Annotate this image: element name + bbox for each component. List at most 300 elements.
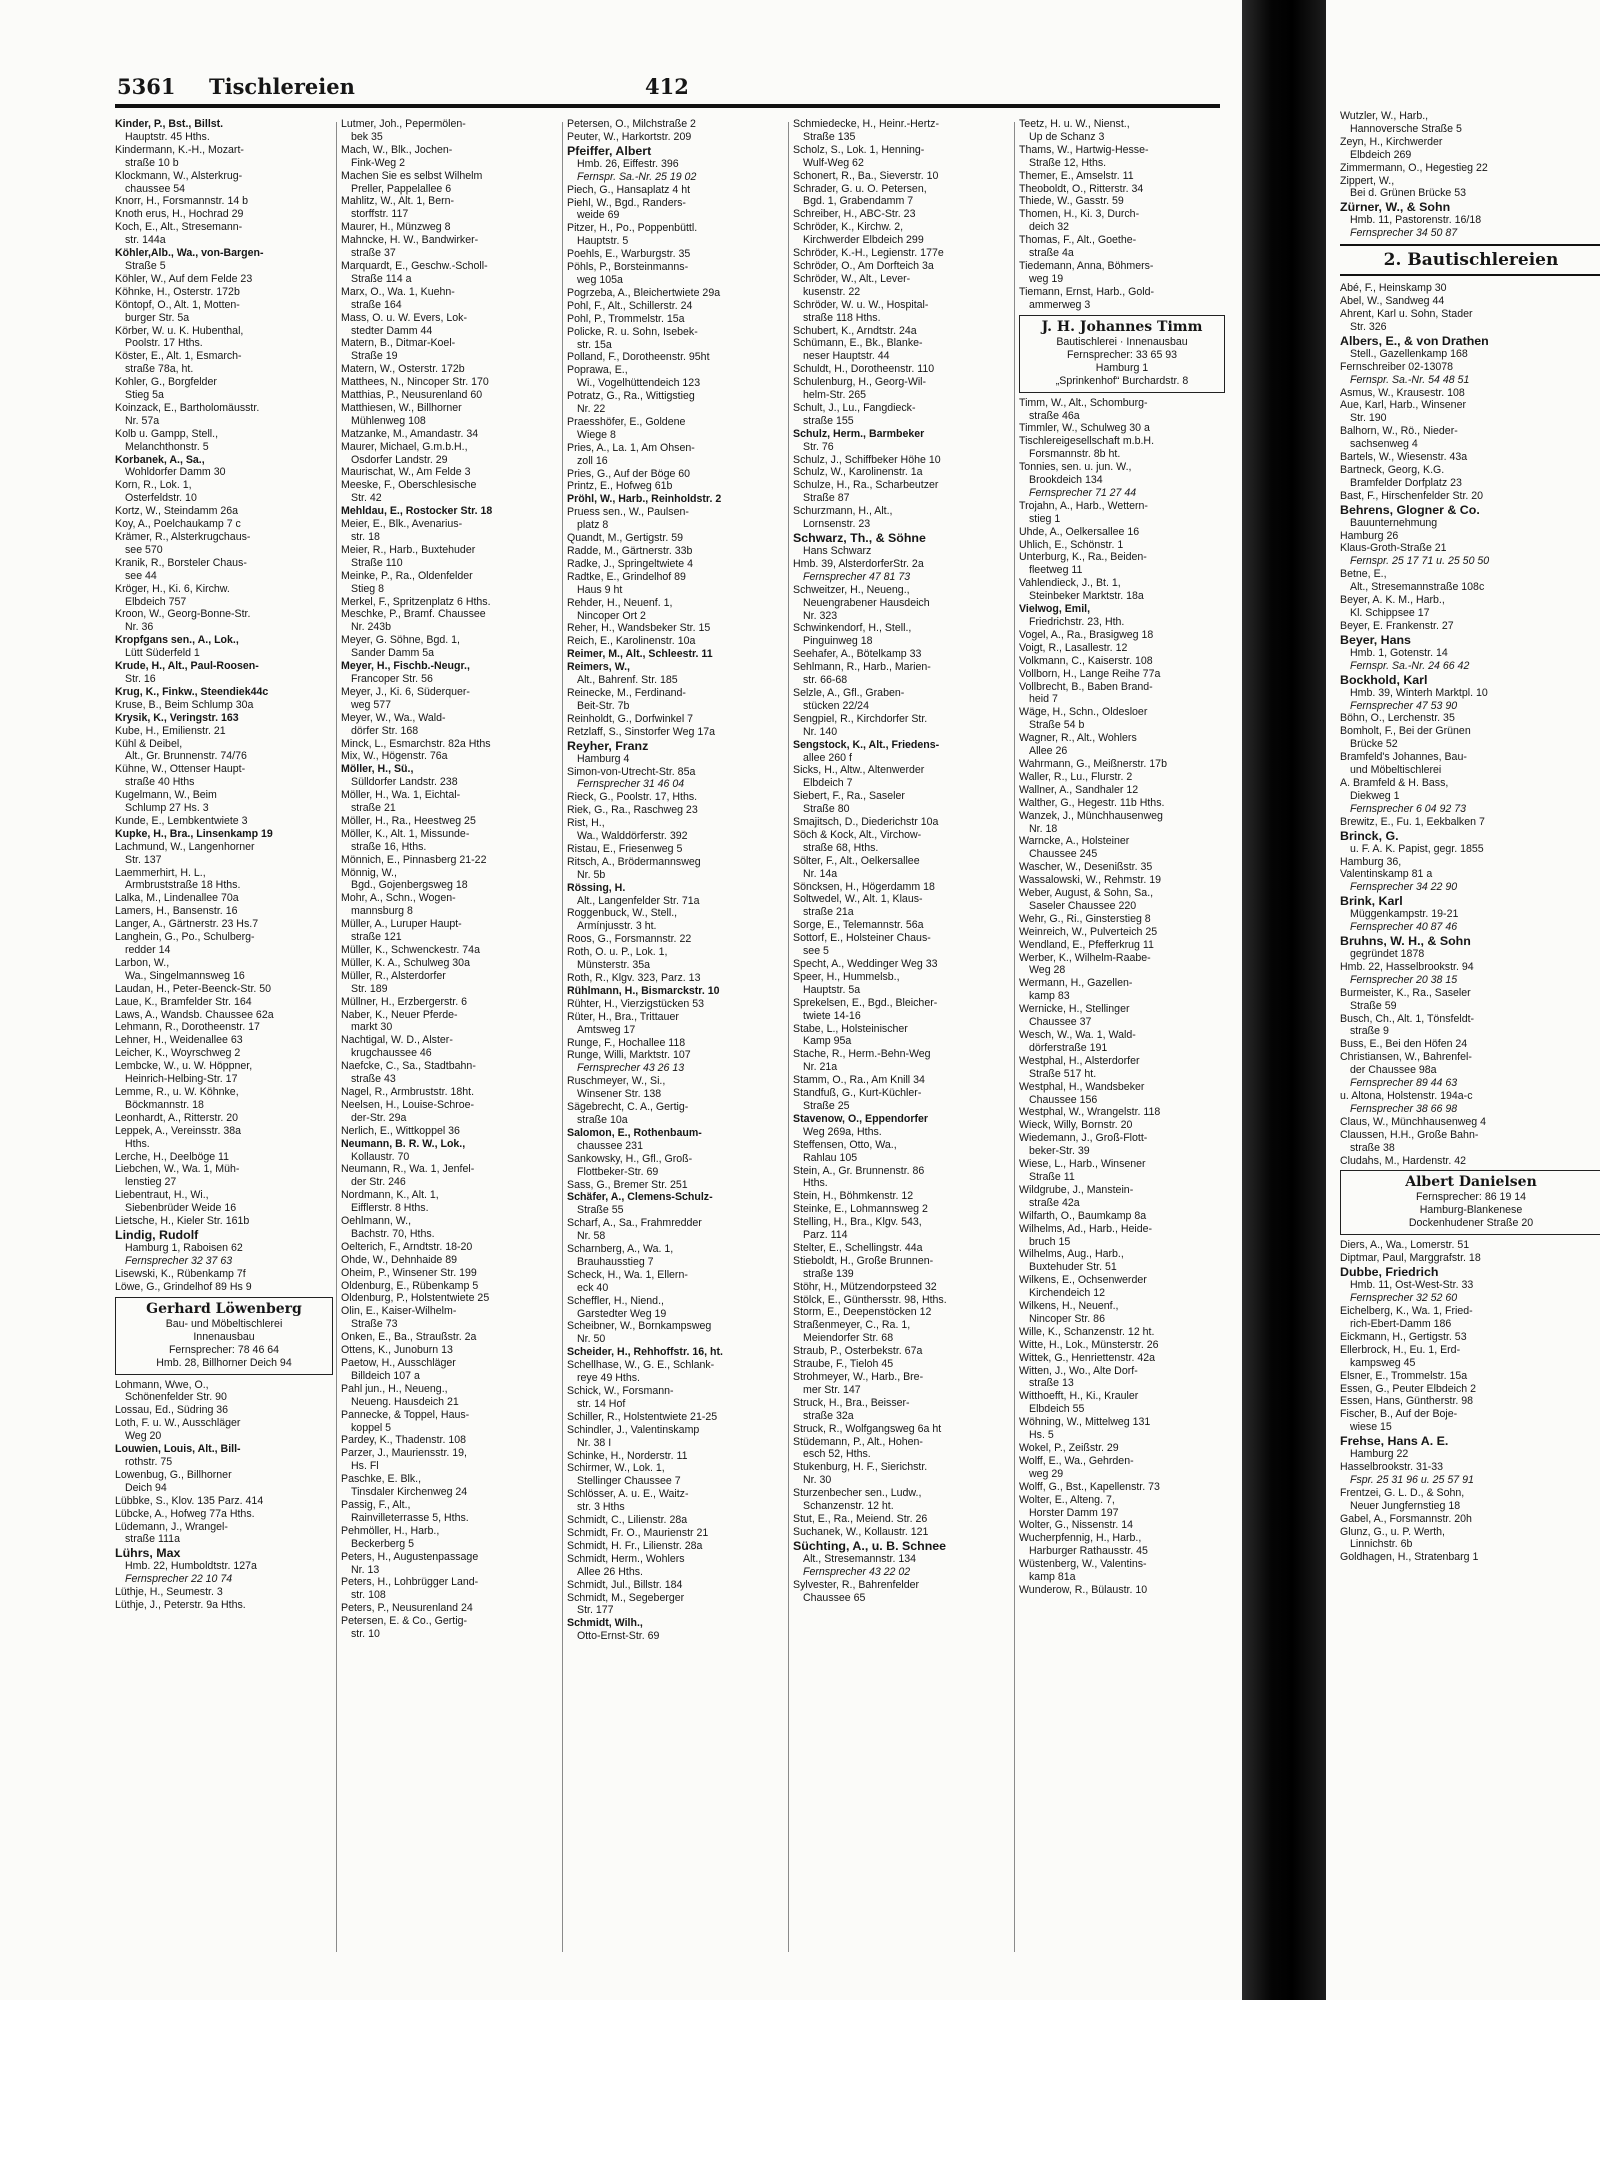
- entry-name: Reich, E., Karolinenstr. 10a: [567, 635, 696, 648]
- entry-name: Meyer, J., Ki. 6, Süderquer-: [341, 685, 470, 698]
- directory-entry: [567, 1527, 785, 1540]
- entry-name: Wutzler, W., Harb.,: [1340, 110, 1429, 122]
- entry-name: Pröhl, W., Harb., Reinholdstr. 2: [567, 493, 722, 506]
- entry-name: Mehldau, E., Rostocker Str. 18: [341, 505, 493, 518]
- entry-name: Liebchen, W., Wa. 1, Müh-: [115, 1163, 240, 1176]
- directory-entry: [341, 1099, 559, 1125]
- directory-entry: [793, 648, 1011, 661]
- entry-address: str. 10: [351, 1628, 380, 1641]
- directory-entry: [115, 686, 333, 699]
- entry-name: Buss, E., Bei den Höfen 24: [1340, 1038, 1468, 1051]
- directory-entry: [341, 1215, 559, 1241]
- directory-entry: [1340, 816, 1600, 829]
- directory-entry: [115, 479, 333, 505]
- entry-address: straße 16, Hths.: [351, 840, 427, 853]
- entry-address: Münsterstr. 35a: [577, 959, 651, 972]
- entry-name: Langhein, G., Po., Schulberg-: [115, 931, 255, 944]
- entry-address: dörferstraße 191: [1029, 1041, 1108, 1054]
- entry-name: Elsner, E., Trommelstr. 15a: [1340, 1369, 1468, 1382]
- entry-name: Stölck, E., Günthersstr. 98, Hths.: [793, 1293, 947, 1306]
- entry-name: Rühter, H., Vierzigstücken 53: [567, 997, 705, 1010]
- entry-name: Wöhning, W., Mittelweg 131: [1019, 1416, 1151, 1429]
- entry-name: Schmiedecke, H., Heinr.-Hertz-: [793, 118, 939, 130]
- column-3: [567, 118, 785, 1958]
- entry-name: Claus, W., Münchhausenweg 4: [1340, 1115, 1487, 1128]
- entry-name: Pogrzeba, A., Bleichertwiete 29a: [567, 286, 721, 299]
- phone-line: [1340, 921, 1600, 934]
- directory-entry: [793, 454, 1011, 467]
- entry-name: Stüdemann, P., Alt., Hohen-: [793, 1435, 923, 1448]
- directory-entry: [567, 856, 785, 882]
- directory-entry: [793, 479, 1011, 505]
- entry-name: Kolb u. Gampp, Stell.,: [115, 427, 219, 440]
- directory-entry: [1340, 829, 1600, 856]
- entry-name: Kugelmann, W., Beim: [115, 789, 217, 802]
- entry-address: reye 49 Hths.: [577, 1372, 641, 1385]
- entry-address: Nr. 140: [803, 725, 838, 738]
- directory-entry: [793, 893, 1011, 919]
- entry-address: storffstr. 117: [351, 208, 409, 221]
- directory-entry: [115, 905, 333, 918]
- directory-entry: [115, 1443, 333, 1469]
- directory-entry: [1340, 1129, 1600, 1155]
- directory-entry: [115, 1281, 333, 1294]
- entry-address: krugchaussee 46: [351, 1047, 432, 1060]
- entry-name: Matthias, P., Neusurenland 60: [341, 389, 483, 402]
- entry-name: Wallner, A., Sandhaler 12: [1019, 783, 1139, 796]
- entry-name: Passig, F., Alt.,: [341, 1498, 411, 1511]
- entry-name: Speer, H., Hummelsb.,: [793, 970, 900, 983]
- entry-address: straße 21a: [803, 906, 854, 919]
- entry-address: Buxtehuder Str. 51: [1029, 1261, 1117, 1274]
- directory-entry: [567, 1049, 785, 1062]
- entry-address: Hamburg 22: [1350, 1448, 1409, 1461]
- directory-entry: [115, 867, 333, 893]
- directory-entry: [567, 442, 785, 468]
- entry-address: straße 118 Hths.: [803, 311, 881, 324]
- directory-entry: [115, 247, 333, 273]
- entry-address: Stieg 5a: [125, 389, 164, 402]
- directory-entry: [1019, 1210, 1225, 1223]
- directory-entry: [793, 208, 1011, 221]
- entry-name: Runge, F., Hochallee 118: [567, 1036, 686, 1049]
- entry-name: Körber, W. u. K. Hubenthal,: [115, 324, 244, 337]
- entry-address: markt 30: [351, 1021, 393, 1034]
- entry-name: Glunz, G., u. P. Werth,: [1340, 1525, 1446, 1538]
- entry-address: Alt., Stresemannstraße 108c: [1350, 581, 1485, 594]
- entry-address: Steinbeker Marktstr. 18a: [1029, 590, 1144, 603]
- entry-address: Wa., Singelmannsweg 16: [125, 969, 245, 982]
- directory-entry: [793, 170, 1011, 183]
- entry-name: Straub, P., Osterbekstr. 67a: [793, 1345, 923, 1358]
- directory-entry: [567, 558, 785, 571]
- directory-entry: [567, 1462, 785, 1488]
- entry-address: Haus 9 ht: [577, 583, 623, 596]
- column-divider: [1014, 122, 1015, 1952]
- entry-address: der-Str. 29a: [351, 1111, 407, 1124]
- directory-entry: [567, 791, 785, 804]
- entry-name: Lindig, Rudolf: [115, 1227, 199, 1242]
- entry-address: stieg 1: [1029, 512, 1061, 525]
- entry-address: Weg 20: [125, 1430, 162, 1443]
- entry-name: u. Altona, Holstenstr. 194a-c: [1340, 1090, 1473, 1102]
- phone-line: [1340, 1292, 1600, 1305]
- entry-name: Beyer, Hans: [1340, 632, 1411, 647]
- entry-name: Tischlereigesellschaft m.b.H.: [1019, 435, 1155, 448]
- entry-name: Schulz, W., Karolinenstr. 1a: [793, 466, 923, 479]
- directory-entry: [793, 1513, 1011, 1526]
- entry-name: Roos, G., Forsmannstr. 22: [567, 933, 692, 946]
- entry-name: Langer, A., Gärtnerstr. 23 Hs.7: [115, 918, 259, 931]
- entry-name: Oehlmann, W.,: [341, 1215, 412, 1228]
- entry-name: Rieck, G., Poolstr. 17, Hths.: [567, 791, 698, 804]
- entry-name: Lührs, Max: [115, 1546, 181, 1561]
- entry-address: Hmb. 39, Winterh Marktpl. 10: [1350, 686, 1488, 699]
- entry-address: rothstr. 75: [125, 1456, 173, 1468]
- entry-name: Brinck, G.: [1340, 828, 1399, 843]
- directory-entry: [1019, 260, 1225, 286]
- directory-entry: [341, 1331, 559, 1344]
- entry-name: Bomholt, F., Bei der Grünen: [1340, 725, 1471, 738]
- entry-name: Poehls, E., Warburgstr. 35: [567, 248, 691, 261]
- entry-address: koppel 5: [351, 1421, 392, 1434]
- entry-name: Loth, F. u. W., Ausschläger: [115, 1417, 241, 1430]
- directory-entry: [341, 1447, 559, 1473]
- entry-name: Kranik, R., Borsteler Chaus-: [115, 556, 247, 569]
- entry-name: Möller, H., Wa. 1, Eichtal-: [341, 789, 461, 802]
- entry-address: ammerweg 3: [1029, 298, 1091, 311]
- entry-address: Wohldorfer Damm 30: [125, 466, 226, 479]
- directory-entry: [1019, 1119, 1225, 1132]
- directory-entry: [567, 118, 785, 131]
- entry-name: Uhde, A., Oelkersallee 16: [1019, 525, 1140, 538]
- directory-entry: [793, 1358, 1011, 1371]
- entry-name: Praesshöfer, E., Goldene: [567, 415, 686, 428]
- entry-address: straße 155: [803, 414, 854, 427]
- entry-name: Wieck, Willy, Bornstr. 20: [1019, 1119, 1133, 1132]
- entry-name: Reinecke, M., Ferdinand-: [567, 686, 686, 699]
- entry-address: Nr. 38 I: [577, 1436, 612, 1449]
- phone-number: Fernsprecher 31 46 04: [577, 778, 685, 791]
- directory-entry: [1019, 810, 1225, 836]
- entry-name: Behrens, Glogner & Co.: [1340, 502, 1480, 517]
- entry-name: Olin, E., Kaiser-Wilhelm-: [341, 1305, 457, 1318]
- directory-entry: [793, 558, 1011, 571]
- directory-entry: [341, 1254, 559, 1267]
- directory-entry: [1019, 183, 1225, 196]
- directory-entry: [341, 1189, 559, 1215]
- directory-entry: [567, 468, 785, 481]
- entry-name: Steffensen, Otto, Wa.,: [793, 1138, 897, 1151]
- directory-entry: [115, 918, 333, 931]
- column-2: [341, 118, 559, 1958]
- entry-name: Lamers, H., Bansenstr. 16: [115, 905, 238, 918]
- directory-entry: [567, 985, 785, 998]
- entry-address: Straße 110: [351, 556, 403, 569]
- phone-number: Fernspr. Sa.-Nr. 24 66 42: [1350, 659, 1470, 672]
- directory-entry: [1019, 422, 1225, 435]
- directory-entry: [115, 376, 333, 402]
- entry-name: Lachmund, W., Langenhorner: [115, 840, 255, 853]
- entry-address: und Möbeltischlerei: [1350, 764, 1442, 777]
- entry-name: Müller, R., Alsterdorfer: [341, 969, 446, 982]
- directory-entry: [1340, 1265, 1600, 1292]
- entry-address: see 570: [125, 543, 163, 556]
- entry-address: str. 14 Hof: [577, 1397, 626, 1410]
- directory-entry: [341, 1241, 559, 1254]
- entry-address: Schlump 27 Hs. 3: [125, 802, 209, 815]
- entry-name: Theoboldt, O., Ritterstr. 34: [1019, 182, 1144, 195]
- directory-entry: [567, 726, 785, 739]
- entry-name: Lowenbug, G., Billhorner: [115, 1468, 232, 1481]
- entry-name: Wilkens, E., Ochsenwerder: [1019, 1274, 1147, 1287]
- directory-entry: [115, 931, 333, 957]
- directory-entry: [793, 260, 1011, 273]
- directory-entry: [1019, 195, 1225, 208]
- entry-name: Schult, J., Lu., Fangdieck-: [793, 401, 916, 414]
- directory-entry: [1340, 530, 1600, 543]
- entry-name: Hasselbrookstr. 31-33: [1340, 1461, 1444, 1474]
- directory-entry: [1340, 503, 1600, 530]
- directory-entry: [793, 1255, 1011, 1281]
- header-rule: [115, 104, 1220, 108]
- entry-name: Radtke, E., Grindelhof 89: [567, 570, 686, 583]
- entry-address: Siebenbrüder Weide 16: [125, 1202, 237, 1215]
- directory-entry: [341, 957, 559, 970]
- directory-entry: [793, 790, 1011, 816]
- entry-address: Straße 19: [351, 350, 398, 363]
- entry-name: Kortz, W., Steindamm 26a: [115, 505, 239, 518]
- entry-name: Betne, E.,: [1340, 568, 1387, 581]
- entry-address: Bgd. 1, Grabendamm 7: [803, 195, 914, 208]
- directory-entry: [793, 1139, 1011, 1165]
- directory-entry: [341, 686, 559, 712]
- entry-name: Sorge, E., Telemannstr. 56a: [793, 919, 924, 932]
- entry-address: chaussee 231: [577, 1139, 643, 1152]
- directory-entry: [1340, 1344, 1600, 1370]
- directory-entry: [1019, 1184, 1225, 1210]
- right-page-column: [1340, 110, 1600, 1564]
- directory-entry: [793, 1461, 1011, 1487]
- entry-name: Söncksen, H., Högerdamm 18: [793, 880, 935, 893]
- directory-entry: [567, 1411, 785, 1424]
- entry-name: Vahlendieck, J., Bt. 1,: [1019, 577, 1121, 590]
- directory-entry: [115, 996, 333, 1009]
- column-divider: [788, 122, 789, 1952]
- entry-address: Straße 517 ht.: [1029, 1067, 1097, 1080]
- directory-entry: [341, 1434, 559, 1447]
- directory-entry: [567, 390, 785, 416]
- directory-entry: [793, 881, 1011, 894]
- entry-name: Rühlmann, H., Bismarckstr. 10: [567, 984, 720, 997]
- entry-address: beker-Str. 39: [1029, 1145, 1090, 1158]
- entry-address: Flottbeker-Str. 69: [577, 1165, 659, 1178]
- entry-name: Krug, K., Finkw., Steendiek44c: [115, 685, 269, 698]
- directory-entry: [793, 299, 1011, 325]
- advertisement-box: [115, 1297, 333, 1375]
- directory-entry: [567, 1037, 785, 1050]
- directory-entry: [567, 287, 785, 300]
- directory-entry: [341, 712, 559, 738]
- entry-name: Tiemann, Ernst, Harb., Gold-: [1019, 285, 1155, 298]
- phone-line: [1340, 1077, 1600, 1090]
- directory-entry: [1019, 1584, 1225, 1597]
- entry-address: Kirchendeich 12: [1029, 1287, 1105, 1300]
- entry-name: Runge, Willi, Marktstr. 107: [567, 1049, 691, 1062]
- entry-address: weg 105a: [577, 273, 623, 286]
- entry-address: zoll 16: [577, 454, 608, 467]
- directory-entry: [115, 1521, 333, 1547]
- entry-address: lenstieg 27: [125, 1176, 177, 1189]
- entry-name: Marquardt, E., Geschw.-Scholl-: [341, 259, 488, 272]
- entry-name: Wehr, G., Ri., Ginsterstieg 8: [1019, 912, 1151, 925]
- entry-name: Busch, Ch., Alt. 1, Tönsfeldt-: [1340, 1012, 1475, 1025]
- entry-name: Larbon, W.,: [115, 956, 170, 969]
- entry-name: Timmler, W., Schulweg 30 a: [1019, 422, 1150, 435]
- entry-name: Krysik, K., Veringstr. 163: [115, 711, 239, 724]
- directory-entry: [341, 363, 559, 376]
- entry-address: straße 164: [351, 298, 402, 311]
- directory-entry: [567, 1179, 785, 1192]
- entry-name: Peters, H., Augustenpassage: [341, 1550, 479, 1563]
- directory-entry: [567, 506, 785, 532]
- entry-address: Mühlenweg 108: [351, 414, 426, 427]
- directory-entry: [567, 1011, 785, 1037]
- entry-name: Ottens, K., Junoburn 13: [341, 1344, 453, 1357]
- directory-entry: [341, 763, 559, 789]
- entry-name: Hmb. 22, Hasselbrookstr. 94: [1340, 960, 1474, 973]
- directory-entry: [567, 1295, 785, 1321]
- entry-address: Neuengrabener Hausdeich: [803, 596, 930, 609]
- entry-name: Kunde, E., Lembkentwiete 3: [115, 814, 248, 827]
- entry-address: Bramfelder Dorfplatz 23: [1350, 476, 1462, 489]
- directory-entry: [115, 221, 333, 247]
- entry-name: Mönnich, E., Pinnasberg 21-22: [341, 853, 487, 866]
- directory-entry: [567, 998, 785, 1011]
- directory-entry: [1340, 295, 1600, 308]
- directory-entry: [567, 364, 785, 390]
- directory-entry: [1019, 286, 1225, 312]
- directory-entry: [1019, 461, 1225, 487]
- entry-address: straße 32a: [803, 1409, 854, 1422]
- entry-name: Lembcke, W., u. W. Höppner,: [115, 1060, 253, 1073]
- entry-name: Böhn, O., Lerchenstr. 35: [1340, 712, 1455, 725]
- entry-address: Hmb. 22, Humboldtstr. 127a: [125, 1560, 257, 1573]
- advertisement-line: Dockenhudener Straße 20: [1408, 1217, 1534, 1230]
- entry-address: Garstedter Weg 19: [577, 1307, 667, 1320]
- directory-entry: [1019, 435, 1225, 461]
- directory-entry: [793, 958, 1011, 971]
- entry-address: Str. 190: [1350, 412, 1387, 425]
- entry-name: Wagner, R., Alt., Wohlers: [1019, 732, 1137, 745]
- directory-entry: [793, 402, 1011, 428]
- entry-address: Straße 11: [1029, 1170, 1075, 1183]
- directory-entry: [793, 1023, 1011, 1049]
- entry-name: Schröder, W., Alt., Lever-: [793, 272, 911, 285]
- directory-entry: [1019, 1519, 1225, 1532]
- entry-name: Laws, A., Wandsb. Chaussee 62a: [115, 1008, 274, 1021]
- entry-name: Witte, H., Lok., Münsterstr. 26: [1019, 1338, 1159, 1351]
- entry-name: Polland, F., Dorotheenstr. 95ht: [567, 351, 710, 364]
- entry-address: Sülldorfer Landstr. 238: [351, 776, 458, 789]
- entry-name: Schmidt, Jul., Billstr. 184: [567, 1578, 683, 1591]
- entry-name: Löwe, G., Grindelhof 89 Hs 9: [115, 1280, 252, 1293]
- entry-address: Nr. 14a: [803, 867, 838, 880]
- entry-address: weg 19: [1029, 272, 1064, 285]
- entry-address: Stellinger Chaussee 7: [577, 1475, 681, 1488]
- directory-entry: [115, 608, 333, 634]
- entry-address: Harburger Rathausstr. 45: [1029, 1545, 1148, 1558]
- entry-address: Nr. 13: [351, 1563, 380, 1576]
- directory-entry: [567, 1243, 785, 1269]
- entry-address: weide 69: [577, 209, 620, 222]
- directory-entry: [115, 828, 333, 841]
- entry-address: Brücke 52: [1350, 738, 1398, 751]
- entry-address: mer Str. 147: [803, 1383, 861, 1396]
- entry-name: Retzlaff, S., Sinstorfer Weg 17a: [567, 725, 715, 738]
- entry-name: Wittek, G., Henriettenstr. 42a: [1019, 1351, 1156, 1364]
- column-4: [793, 118, 1011, 1958]
- directory-entry: [1340, 777, 1600, 803]
- directory-entry: [793, 1281, 1011, 1294]
- entry-address: Straße 80: [803, 803, 850, 816]
- directory-entry: [567, 1153, 785, 1179]
- directory-entry: [1340, 282, 1600, 295]
- directory-entry: [567, 622, 785, 635]
- phone-line: [567, 1062, 785, 1075]
- entry-address: straße 10 b: [125, 156, 179, 169]
- directory-entry: [567, 972, 785, 985]
- directory-entry: [1340, 542, 1600, 555]
- directory-entry: [115, 1021, 333, 1034]
- directory-entry: [1340, 868, 1600, 881]
- entry-name: Schmidt, Wilh.,: [567, 1617, 643, 1630]
- directory-entry: [1019, 234, 1225, 260]
- directory-entry: [341, 441, 559, 467]
- entry-address: Beit-Str. 7b: [577, 699, 630, 712]
- entry-address: eck 40: [577, 1281, 609, 1294]
- entry-name: Frentzei, G. L. D., & Sohn,: [1340, 1486, 1465, 1499]
- directory-entry: [567, 1359, 785, 1385]
- entry-name: Matthiesen, W., Billhorner: [341, 401, 462, 414]
- advertisement-box: [1019, 315, 1225, 393]
- phone-line: [793, 1566, 1011, 1579]
- entry-name: Matern, B., Ditmar-Koel-: [341, 337, 456, 350]
- entry-address: stücken 22/24: [803, 699, 869, 712]
- directory-entry: [1340, 987, 1600, 1013]
- entry-address: Straße 25: [803, 1099, 850, 1112]
- entry-name: Schlösser, A. u. E., Waitz-: [567, 1488, 689, 1501]
- entry-name: Westphal, H., Wandsbeker: [1019, 1080, 1145, 1093]
- entry-name: Piech, G., Hansaplatz 4 ht: [567, 183, 691, 196]
- entry-address: Nr. 5b: [577, 868, 606, 881]
- entry-address: Diekweg 1: [1350, 789, 1400, 802]
- phone-line: [1340, 1474, 1600, 1487]
- entry-name: Lerche, H., Deelböge 11: [115, 1150, 230, 1163]
- entry-name: Vielwog, Emil,: [1019, 603, 1091, 616]
- directory-entry: [1019, 1248, 1225, 1274]
- directory-entry: [115, 1163, 333, 1189]
- entry-name: Matthees, N., Nincoper Str. 170: [341, 376, 489, 389]
- entry-name: Schmidt, C., Lilienstr. 28a: [567, 1514, 688, 1527]
- entry-name: Oldenburg, P., Holstentwiete 25: [341, 1292, 490, 1305]
- entry-name: Seehafer, A., Bötelkamp 33: [793, 648, 922, 661]
- entry-name: Brink, Karl: [1340, 894, 1403, 909]
- entry-address: straße 21: [351, 802, 396, 815]
- directory-entry: [115, 789, 333, 815]
- entry-address: straße 121: [351, 931, 402, 944]
- entry-name: Oheim, P., Winsener Str. 199: [341, 1266, 477, 1279]
